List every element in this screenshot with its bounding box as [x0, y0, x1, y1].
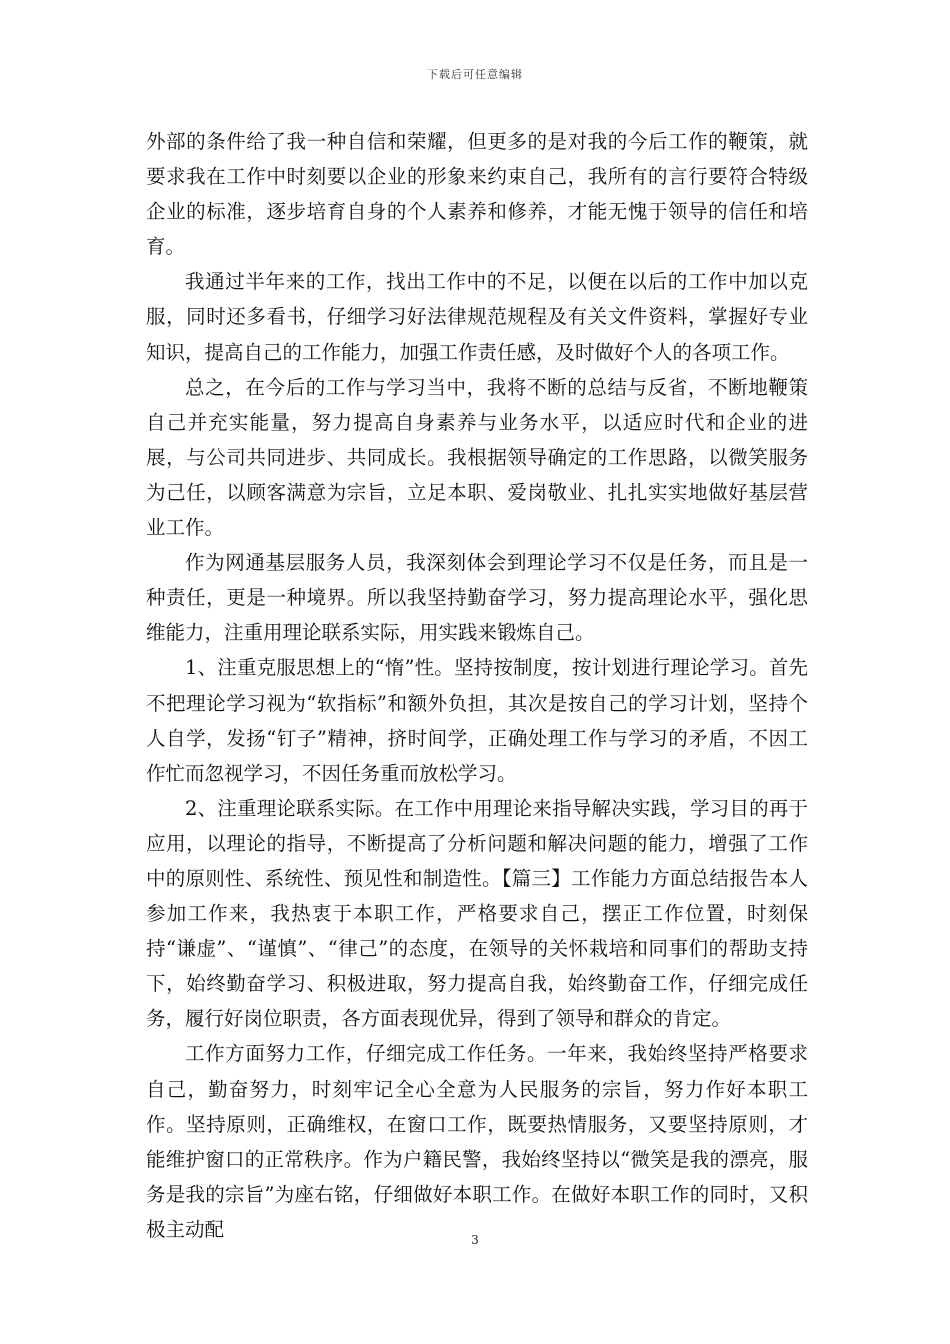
- paragraph: 我通过半年来的工作，找出工作中的不足，以便在以后的工作中加以克服，同时还多看书，仔细学习好法律规范规程及有关文件资料，掌握好专业知识，提高自己的工作能力，加强工作责任感，及时做好个人的各项工作。: [146, 270, 808, 364]
- paragraph-continued: 外部的条件给了我一种自信和荣耀，但更多的是对我的今后工作的鞭策，就要求我在工作中时刻要以企业的形象来约束自己，我所有的言行要符合特级企业的标准，逐步培育自身的个人素养和修养，才能无愧于领导的信任和培育。: [146, 130, 808, 259]
- page-header-note: 下载后可任意编辑: [427, 68, 523, 81]
- paragraph: 作为网通基层服务人员，我深刻体会到理论学习不仅是任务，而且是一种责任，更是一种境界。所以我坚持勤奋学习，努力提高理论水平，强化思维能力，注重用理论联系实际，用实践来锻炼自己。: [146, 551, 808, 645]
- paragraph: 1、注重克服思想上的“惰”性。坚持按制度，按计划进行理论学习。首先不把理论学习视为“软指标”和额外负担，其次是按自己的学习计划，坚持个人自学，发扬“钉子”精神，挤时间学，正确处理工作与学习的矛盾，不因工作忙而忽视学习，不因任务重而放松学习。: [146, 656, 808, 785]
- paragraph: 工作方面努力工作，仔细完成工作任务。一年来，我始终坚持严格要求自己，勤奋努力，时刻牢记全心全意为人民服务的宗旨，努力作好本职工作。坚持原则，正确维权，在窗口工作，既要热情服务，又要坚持原则，才能维护窗口的正常秩序。作为户籍民警，我始终坚持以“微笑是我的漂亮，服务是我的宗旨”为座右铭，仔细做好本职工作。在做好本职工作的同时，又积极主动配: [146, 1042, 808, 1241]
- paragraph: 总之，在今后的工作与学习当中，我将不断的总结与反省，不断地鞭策自己并充实能量，努力提高自身素养与业务水平，以适应时代和企业的进展，与公司共同进步、共同成长。我根据领导确定的工作思路，以微笑服务为己任，以顾客满意为宗旨，立足本职、爱岗敬业、扎扎实实地做好基层营业工作。: [146, 375, 808, 540]
- paragraph: 2、注重理论联系实际。在工作中用理论来指导解决实践，学习目的再于应用，以理论的指导，不断提高了分析问题和解决问题的能力，增强了工作中的原则性、系统性、预见性和制造性。【篇三】工作能力方面总结报告本人参加工作来，我热衷于本职工作，严格要求自己，摆正工作位置，时刻保持“谦虚”、“谨慎”、“律己”的态度，在领导的关怀栽培和同事们的帮助支持下，始终勤奋学习、积极进取，努力提高自我，始终勤奋工作，仔细完成任务，履行好岗位职责，各方面表现优异，得到了领导和群众的肯定。: [146, 796, 808, 1031]
- document-body: [146, 124, 808, 1247]
- page-number: 3: [471, 1233, 479, 1247]
